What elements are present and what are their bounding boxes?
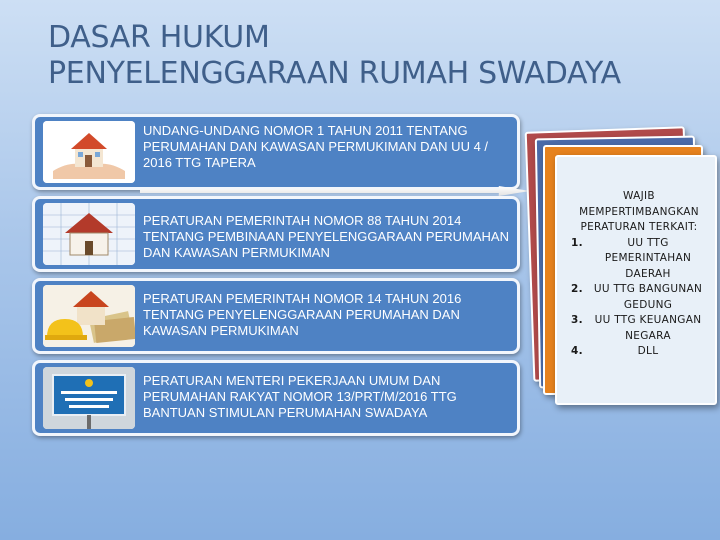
hands-holding-house-icon — [43, 121, 135, 183]
related-list-item: 4. DLL — [571, 345, 659, 357]
regulation-item-4 — [32, 360, 520, 436]
signboard-icon — [43, 367, 135, 429]
regulation-text-4: PERATURAN MENTERI PEKERJAAN UMUM DAN PERUMAHAN RAKYAT NOMOR 13/PRT/M/2016 TTG BANTUAN STIMULAN PERUMAHAN SWADAYA — [143, 373, 457, 420]
house-money-helmet-icon — [43, 285, 135, 347]
regulation-text-3: PERATURAN PEMERINTAH NOMOR 14 TAHUN 2016 TENTANG PENYELENGGARAAN PERUMAHAN DAN KAWASAN PERMUKIMAN — [143, 291, 462, 338]
side-card-stack — [505, 125, 720, 395]
related-list — [571, 236, 707, 360]
related-list-item: 3. UU TTG KEUANGAN NEGARA — [571, 314, 702, 342]
related-list-item: 2. UU TTG BANGUNAN GEDUNG — [571, 283, 703, 311]
related-regulations-card — [555, 155, 717, 405]
regulation-text-2: PERATURAN PEMERINTAH NOMOR 88 TAHUN 2014 TENTANG PEMBINAAN PENYELENGGARAAN PERUMAHAN DAN KAWASAN PERMUKIMAN — [143, 213, 509, 260]
title-line-1: DASAR HUKUM — [48, 20, 270, 55]
related-heading: WAJIB MEMPERTIMBANGKAN PERATURAN TERKAIT: — [579, 190, 699, 233]
related-list-item: 1. UU TTG PEMERINTAHAN DAERAH — [571, 236, 692, 280]
slide-title — [48, 20, 688, 92]
regulation-text-1: UNDANG-UNDANG NOMOR 1 TAHUN 2011 TENTANG PERUMAHAN DAN KAWASAN PERMUKIMAN DAN UU 4 / 2016 TTG TAPERA — [143, 123, 489, 170]
house-blueprint-icon — [43, 203, 135, 265]
regulation-item-1 — [32, 114, 520, 190]
regulation-item-2 — [32, 196, 520, 272]
regulation-item-3 — [32, 278, 520, 354]
title-line-2: PENYELENGGARAAN RUMAH SWADAYA — [48, 56, 621, 91]
